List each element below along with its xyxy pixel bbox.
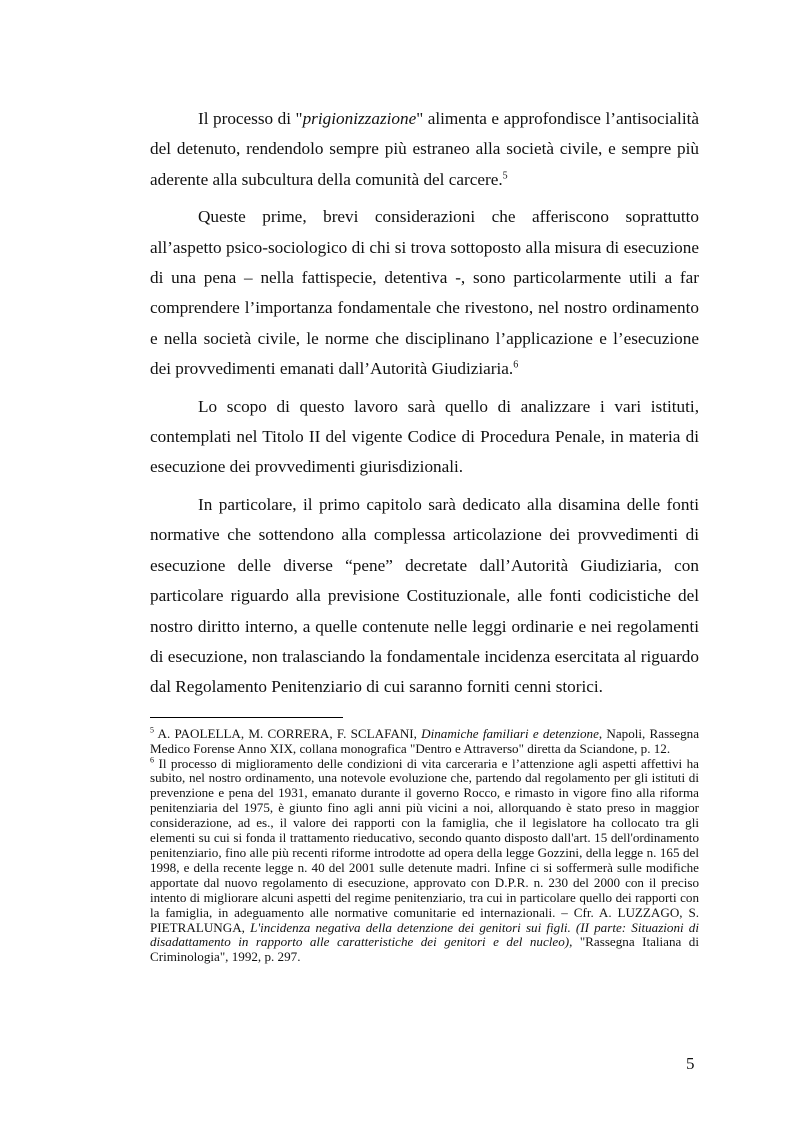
footnote-ref-6[interactable]: 6 [513, 359, 519, 371]
paragraph-1 [150, 104, 699, 195]
paragraph-text: Il processo di " [198, 109, 303, 128]
footnote-text: Il processo di miglioramento delle condizioni di vita carceraria e l’attenzione agli aspetti affettivi ha subito, nel nostro ordinamento, una notevole evoluzione che, partendo dal regolamento per gli istituti di prevenzione e pena del 1931, emanato durante il governo Rocco, e rimasto in vigore fino alla riforma penitenziaria del 1975, è giunto fino agli anni più vicini a noi, allorquando è stato preso in maggior considerazione, ad es., il valore dei rapporti con la famiglia, che il legislatore ha collocato tra gli elementi su cui si fonda il trattamento rieducativo, secondo quanto disposto dall'art. 15 dell'ordinamento penitenziario, fino alle più recenti riforme introdotte ad opera della legge Gozzini, della legge n. 165 del 1998, e della recente legge n. 40 del 2001 sulle detenute madri. Infine ci si soffermerà sulle modifiche apportate dal nuovo regolamento di esecuzione, approvato con D.P.R. n. 230 del 2000 con il preciso intento di migliorare alcuni aspetti del regime penitenziario, tra cui in particolare quello dei rapporti con la famiglia, in adeguamento alle normative comunitarie ed internazionali. – Cfr. A. LUZZAGO, S. PIETRALUNGA, [150, 755, 699, 935]
paragraph-text: " alimenta e approfondisce l’antisocialità del detenuto, rendendolo sempre più estraneo alla società civile, e sempre più aderente alla subcultura della comunità del carcere. [150, 109, 699, 189]
footnote-divider [150, 717, 343, 718]
page-number: 5 [686, 1054, 695, 1073]
footnote-6 [150, 757, 699, 966]
paragraph-4 [150, 490, 699, 703]
footnote-italic-title: Dinamiche familiari e detenzione [421, 725, 599, 741]
footnotes [150, 727, 699, 966]
paragraph-text: Queste prime, brevi considerazioni che afferiscono soprattutto all’aspetto psico-sociologico di chi si trova sottoposto alla misura di esecuzione di una pena – nella fattispecie, detentiva -, sono particolarmente utili a far comprendere l’importanza fondamentale che rivestono, nel nostro ordinamento e nella società civile, le norme che disciplinano l’applicazione e l’esecuzione dei provvedimenti emanati dall’Autorità Giudiziaria. [150, 207, 699, 379]
body-text [150, 104, 699, 703]
paragraph-text: In particolare, il primo capitolo sarà dedicato alla disamina delle fonti normative che sottendono alla complessa articolazione dei provvedimenti di esecuzione delle diverse “pene” decretate dall’Autorità Giudiziaria, con particolare riguardo alla previsione Costituzionale, alle fonti codicistiche del nostro diritto interno, a quelle contenute nelle leggi ordinarie e nei regolamenti di esecuzione, non tralasciando la fondamentale incidenza esercitata al riguardo dal Regolamento Penitenziario di cui saranno forniti cenni storici. [150, 494, 699, 697]
footnote-italic-title: L'incidenza negativa della detenzione dei genitori sui figli. (II parte: Situazioni di disadattamento in rapporto alle caratteristiche dei genitori e del nucleo) [150, 919, 699, 950]
paragraph-2 [150, 202, 699, 384]
page-content [150, 104, 699, 965]
paragraph-text: Lo scopo di questo lavoro sarà quello di analizzare i vari istituti, contemplati nel Titolo II del vigente Codice di Procedura Penale, in materia di esecuzione dei provvedimenti giurisdizionali. [150, 396, 699, 477]
footnote-text: , Napoli, Rassegna Medico Forense Anno XIX, collana monografica "Dentro e Attraverso" diretta da Sciandone, p. 12. [150, 725, 700, 756]
footnote-5 [150, 727, 699, 757]
paragraph-3 [150, 392, 699, 483]
footnote-text: A. PAOLELLA, M. CORRERA, F. SCLAFANI, [154, 725, 422, 741]
footnote-text: , "Rassegna Italiana di Criminologia", 1992, p. 297. [150, 934, 699, 965]
italic-term: prigionizzazione [302, 109, 417, 128]
footnote-number: 5 [150, 725, 154, 735]
footnote-ref-5[interactable]: 5 [502, 170, 508, 182]
footnote-number: 6 [150, 755, 154, 765]
